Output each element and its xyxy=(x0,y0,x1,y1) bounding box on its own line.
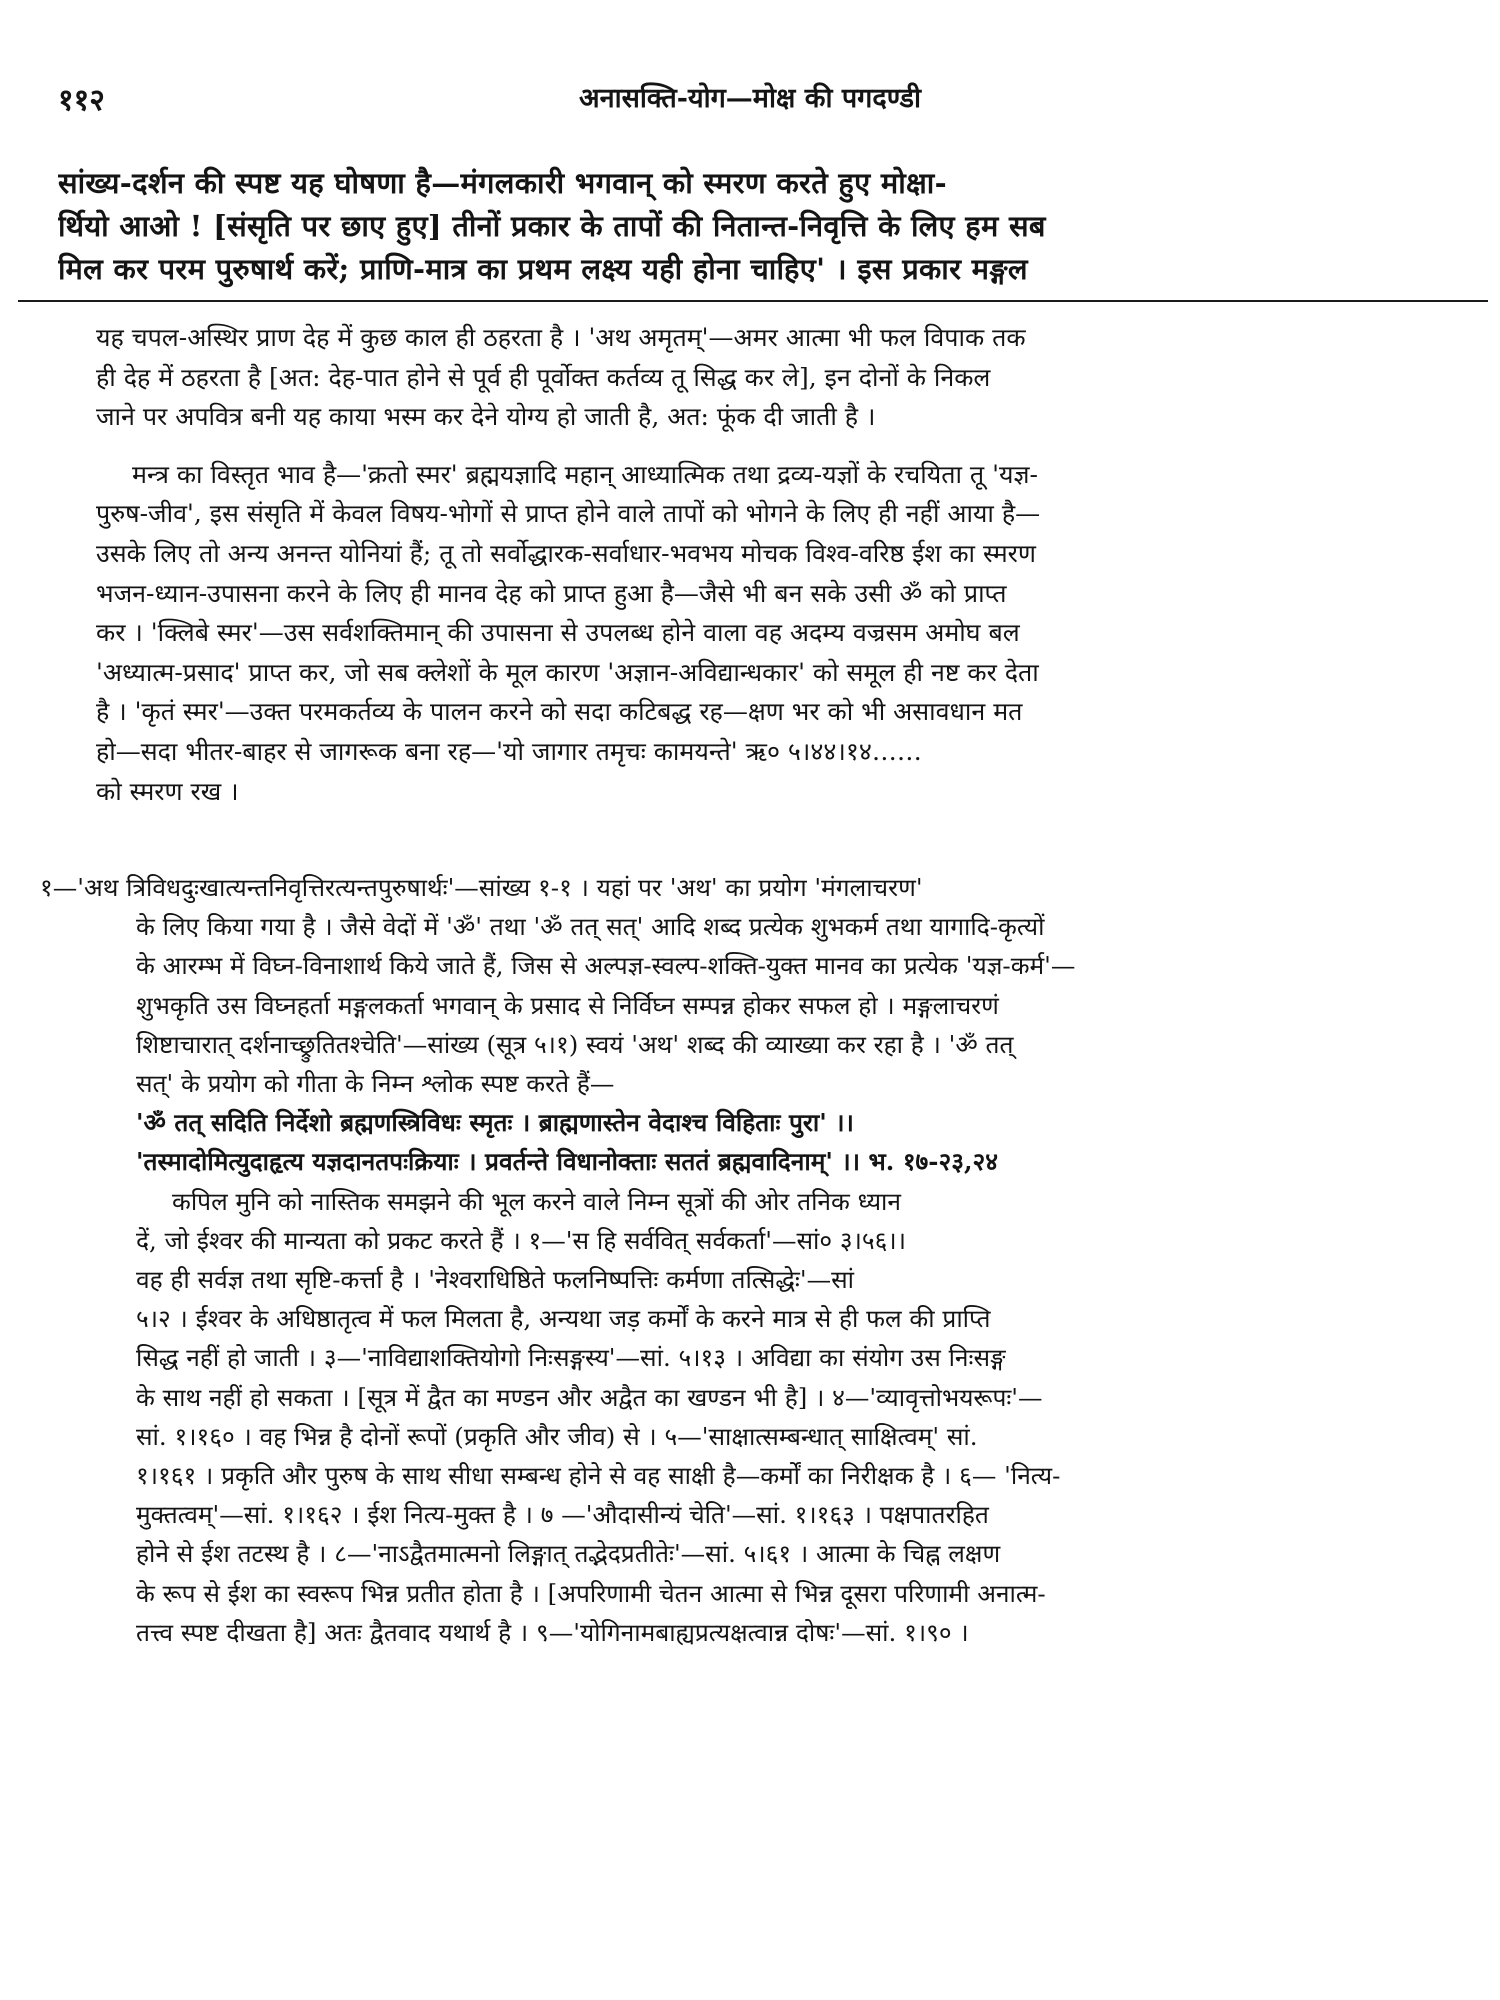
footnote-line: के साथ नहीं हो सकता । [सूत्र में द्वैत का मण्डन और अद्वैत का खण्डन भी है] । ४—'व्यावृत्तोभयरूपः'— xyxy=(136,1382,1043,1412)
footnote-line: शिष्टाचारात् दर्शनाच्छ्रुतितश्चेति'—सांख्य (सूत्र ५।१) स्वयं 'अथ' शब्द की व्याख्या कर रहा है । 'ॐ तत् xyxy=(136,1029,1014,1059)
text-line: भजन-ध्यान-उपासना करने के लिए ही मानव देह को प्राप्त हुआ है—जैसे भी बन सके उसी ॐ को प्राप्त xyxy=(96,578,1007,608)
footnote-line: वह ही सर्वज्ञ तथा सृष्टि-कर्त्ता है । 'नेश्वराधिष्ठिते फलनिष्पत्तिः कर्मणा तत्सिद्धेः'—सां xyxy=(136,1265,855,1295)
footnote-section xyxy=(40,868,1476,1652)
footnote-line: मुक्तत्वम्'—सां. १।१६२ । ईश नित्य-मुक्त है । ७ —'औदासीन्यं चेति'—सां. १।१६३ । पक्षपातरहित xyxy=(136,1500,989,1530)
text-line: जाने पर अपवित्र बनी यह काया भस्म कर देने योग्य हो जाती है, अत: फूंक दी जाती है । xyxy=(96,402,876,432)
text-line: 'अध्यात्म-प्रसाद' प्राप्त कर, जो सब क्लेशों के मूल कारण 'अज्ञान-अविद्यान्धकार' को समूल ही नष्ट कर देता xyxy=(96,657,1039,687)
text-line: यह चपल-अस्थिर प्राण देह में कुछ काल ही ठहरता है । 'अथ अमृतम्'—अमर आत्मा भी फल विपाक तक xyxy=(96,323,1026,352)
footnote-line: शुभकृति उस विघ्नहर्ता मङ्गलकर्ता भगवान् के प्रसाद से निर्विघ्न सम्पन्न होकर सफल हो । मङ्गलाचरणं xyxy=(136,990,999,1020)
text-line: हो—सदा भीतर-बाहर से जागरूक बना रह—'यो जागार तमृचः कामयन्ते' ऋ० ५।४४।१४…… xyxy=(96,736,922,766)
gita-verse: 'तस्मादोमित्युदाहृत्य यज्ञदानतपःक्रियाः । प्रवर्तन्ते विधानोक्ताः सततं ब्रह्मवादिनाम्' ।। भ. १७-२३,२४ xyxy=(136,1147,998,1177)
text-line: उसके लिए तो अन्य अनन्त योनियां हैं; तू तो सर्वोद्धारक-सर्वाधार-भवभय मोचक विश्व-वरिष्ठ ईश का स्मरण xyxy=(96,538,1036,568)
footnote-line: कपिल मुनि को नास्तिक समझने की भूल करने वाले निम्न सूत्रों की ओर तनिक ध्यान xyxy=(172,1186,901,1216)
footnote-line: के लिए किया गया है । जैसे वेदों में 'ॐ' तथा 'ॐ तत् सत्' आदि शब्द प्रत्येक शुभकर्म तथा यागादि-कृत्यों xyxy=(136,912,1045,942)
text-line: पुरुष-जीव', इस संसृति में केवल विषय-भोगों से प्राप्त होने वाले तापों को भोगने के लिए ही नहीं आया है— xyxy=(96,499,1041,529)
footnote-line: १।१६१ । प्रकृति और पुरुष के साथ सीधा सम्बन्ध होने से वह साक्षी है—कर्मों का निरीक्षक है । ६— 'नित्य- xyxy=(136,1461,1061,1491)
footnote-line: ५।२ । ईश्वर के अधिष्ठातृत्व में फल मिलता है, अन्यथा जड़ कर्मों के करने मात्र से ही फल की प्राप्ति xyxy=(136,1304,991,1334)
text-line: सांख्य-दर्शन की स्पष्ट यह घोषणा है—मंगलकारी भगवान् को स्मरण करते हुए मोक्षा- xyxy=(58,166,947,200)
text-line: है । 'कृतं स्मर'—उक्त परमकर्तव्य के पालन करने को सदा कटिबद्ध रह—क्षण भर को भी असावधान मत xyxy=(96,697,1023,727)
footnote-line: के आरम्भ में विघ्न-विनाशार्थ किये जाते हैं, जिस से अल्पज्ञ-स्वल्प-शक्ति-युक्त मानव का प्रत्येक 'यज्ञ-कर्म'— xyxy=(136,951,1076,981)
page-header xyxy=(40,78,1460,130)
footnote-line: सत्' के प्रयोग को गीता के निम्न श्लोक स्पष्ट करते हैं— xyxy=(136,1069,615,1099)
footnote-line: सां. १।१६० । वह भिन्न है दोनों रूपों (प्रकृति और जीव) से । ५—'साक्षात्सम्बन्धात् साक्षित्वम्' सां. xyxy=(136,1421,978,1451)
gita-verse: 'ॐ तत् सदिति निर्देशो ब्रह्मणस्त्रिविधः स्मृतः । ब्राह्मणास्तेन वेदाश्च विहिताः पुरा' ।। xyxy=(136,1108,854,1138)
footnote-line: होने से ईश तटस्थ है । ८—'नाऽद्वैतमात्मनो लिङ्गात् तद्भेदप्रतीतेः'—सां. ५।६१ । आत्मा के चिह्न लक्षण xyxy=(136,1539,1001,1569)
text-line: मन्त्र का विस्तृत भाव है—'क्रतो स्मर' ब्रह्मयज्ञादि महान् आध्यात्मिक तथा द्रव्य-यज्ञों के रचयिता तू 'यज्ञ- xyxy=(132,459,1038,489)
footnote-line: १—'अथ त्रिविधदुःखात्यन्तनिवृत्तिरत्यन्तपुरुषार्थः'—सांख्य १-१ । यहां पर 'अथ' का प्रयोग 'मंगलाचरण' xyxy=(40,873,923,902)
text-line: को स्मरण रख । xyxy=(96,776,239,806)
text-line: ही देह में ठहरता है [अत: देह-पात होने से पूर्व ही पूर्वोक्त कर्तव्य तू सिद्ध कर ले], इन दोनों के निकल xyxy=(96,362,991,392)
paragraph xyxy=(96,455,1476,811)
text-line: कर । 'क्लिबे स्मर'—उस सर्वशक्तिमान् की उपासना से उपलब्ध होने वाला वह अदम्य वज्रसम अमोघ बल xyxy=(96,618,1020,648)
main-body xyxy=(96,318,1476,831)
footnote-line: सिद्ध नहीं हो जाती । ३—'नाविद्याशक्तियोगो निःसङ्गस्य'—सां. ५।१३ । अविद्या का संयोग उस निःसङ्ग xyxy=(136,1343,1006,1373)
running-title: अनासक्ति-योग—मोक्ष की पगदण्डी xyxy=(579,83,921,114)
footnote-line: दें, जो ईश्वर की मान्यता को प्रकट करते हैं । १—'स हि सर्ववित् सर्वकर्ता'—सां० ३।५६।। xyxy=(136,1225,906,1255)
section-divider xyxy=(18,300,1488,302)
footnote-line: के रूप से ईश का स्वरूप भिन्न प्रतीत होता है । [अपरिणामी चेतन आत्मा से भिन्न दूसरा परिणामी अनात्म- xyxy=(136,1578,1046,1608)
continued-paragraph xyxy=(58,162,1468,291)
paragraph xyxy=(96,318,1476,437)
text-line: र्थियो आओ ! [संसृति पर छाए हुए] तीनों प्रकार के तापों की नितान्त-निवृत्ति के लिए हम सब xyxy=(58,209,1046,243)
footnote-line: तत्त्व स्पष्ट दीखता है] अतः द्वैतवाद यथार्थ है । ९—'योगिनामबाह्यप्रत्यक्षत्वान्न दोषः'—सां. १।९० । xyxy=(136,1617,969,1647)
text-line: मिल कर परम पुरुषार्थ करें; प्राणि-मात्र का प्रथम लक्ष्य यही होना चाहिए' । इस प्रकार मङ्गल xyxy=(58,252,1028,286)
page-number: ११२ xyxy=(58,83,105,118)
